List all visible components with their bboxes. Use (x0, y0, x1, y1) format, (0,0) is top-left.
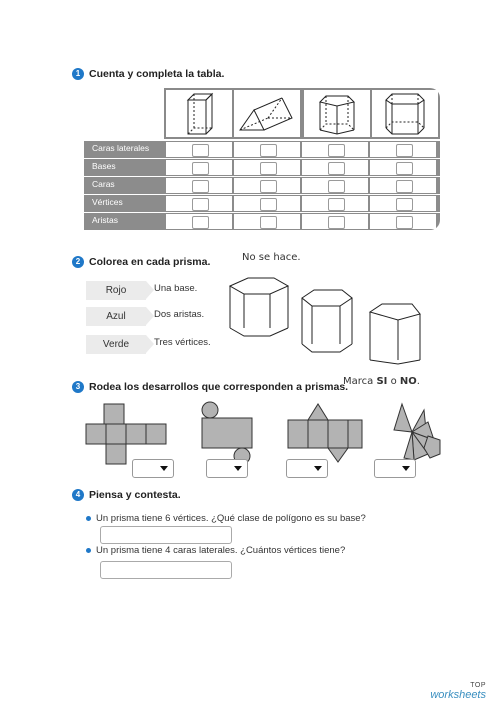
question-1: Un prisma tiene 6 vértices. ¿Qué clase de polígono es su base? (86, 513, 366, 524)
table-row (84, 195, 440, 212)
table-row (84, 177, 440, 194)
section-4-number: 4 (72, 489, 84, 501)
section-2-title: Colorea en cada prisma. (89, 256, 211, 268)
answer-select[interactable] (286, 459, 328, 478)
row-label: Vértices (92, 197, 123, 207)
bullet-icon (86, 548, 91, 553)
table-row (84, 159, 440, 176)
answer-box[interactable] (192, 162, 209, 175)
answer-box[interactable] (328, 144, 345, 157)
answer-select[interactable] (132, 459, 174, 478)
section-3-number: 3 (72, 381, 84, 393)
section-1-number: 1 (72, 68, 84, 80)
nets-figures (84, 400, 444, 468)
chevron-down-icon (160, 466, 168, 471)
section-1-title: Cuenta y completa la tabla. (89, 68, 225, 80)
topworksheets-logo: TOP worksheets (430, 682, 486, 701)
table-row (84, 213, 440, 230)
hexagonal-prism-shape (302, 290, 352, 352)
answer-box[interactable] (396, 198, 413, 211)
answer-select[interactable] (206, 459, 248, 478)
color-instruction: Tres vértices. (154, 337, 211, 348)
row-label: Bases (92, 161, 116, 171)
prisms-to-color (222, 268, 432, 368)
section-4-title: Piensa y contesta. (89, 489, 181, 501)
table-header (164, 88, 440, 139)
answer-box[interactable] (260, 198, 277, 211)
answer-box[interactable] (396, 216, 413, 229)
answer-box[interactable] (192, 216, 209, 229)
section-2-number: 2 (72, 256, 84, 268)
answer-box[interactable] (192, 144, 209, 157)
answer-box[interactable] (328, 162, 345, 175)
answer-box[interactable] (396, 180, 413, 193)
triangular-prism-net-shape (288, 404, 362, 462)
color-label-blue: Azul (86, 307, 146, 326)
answer-input-2[interactable] (100, 561, 232, 579)
answer-box[interactable] (192, 198, 209, 211)
answer-box[interactable] (260, 216, 277, 229)
chevron-down-icon (234, 466, 242, 471)
row-label: Caras laterales (92, 143, 150, 153)
handwritten-note: Marca SI o NO. (343, 376, 420, 387)
question-2: Un prisma tiene 4 caras laterales. ¿Cuántos vértices tiene? (86, 545, 345, 556)
row-label: Caras (92, 179, 115, 189)
answer-box[interactable] (328, 180, 345, 193)
pentagonal-prism-icon (304, 90, 370, 137)
answer-box[interactable] (328, 216, 345, 229)
triangular-prism-icon (234, 90, 300, 137)
cylinder-net-shape (202, 402, 252, 464)
answer-box[interactable] (396, 144, 413, 157)
color-label-green: Verde (86, 335, 146, 354)
handwritten-note: No se hace. (242, 252, 301, 263)
pyramid-net-shape (394, 404, 440, 460)
answer-box[interactable] (192, 180, 209, 193)
color-instruction: Dos aristas. (154, 309, 205, 320)
chevron-down-icon (314, 466, 322, 471)
answer-box[interactable] (260, 180, 277, 193)
answer-box[interactable] (260, 162, 277, 175)
section-3-title: Rodea los desarrollos que corresponden a prismas. (89, 381, 349, 393)
chevron-down-icon (402, 466, 410, 471)
count-table (84, 88, 440, 233)
hexagonal-prism-shape (230, 278, 288, 336)
hexagonal-prism-icon (372, 90, 438, 137)
color-label-red: Rojo (86, 281, 146, 300)
answer-select[interactable] (374, 459, 416, 478)
answer-box[interactable] (328, 198, 345, 211)
answer-box[interactable] (396, 162, 413, 175)
answer-box[interactable] (260, 144, 277, 157)
row-label: Aristas (92, 215, 118, 225)
bullet-icon (86, 516, 91, 521)
table-row (84, 141, 440, 158)
cube-net-shape (86, 404, 166, 464)
color-instruction: Una base. (154, 283, 198, 294)
answer-input-1[interactable] (100, 526, 232, 544)
pentagonal-prism-shape (370, 304, 420, 364)
square-prism-icon (166, 90, 232, 137)
